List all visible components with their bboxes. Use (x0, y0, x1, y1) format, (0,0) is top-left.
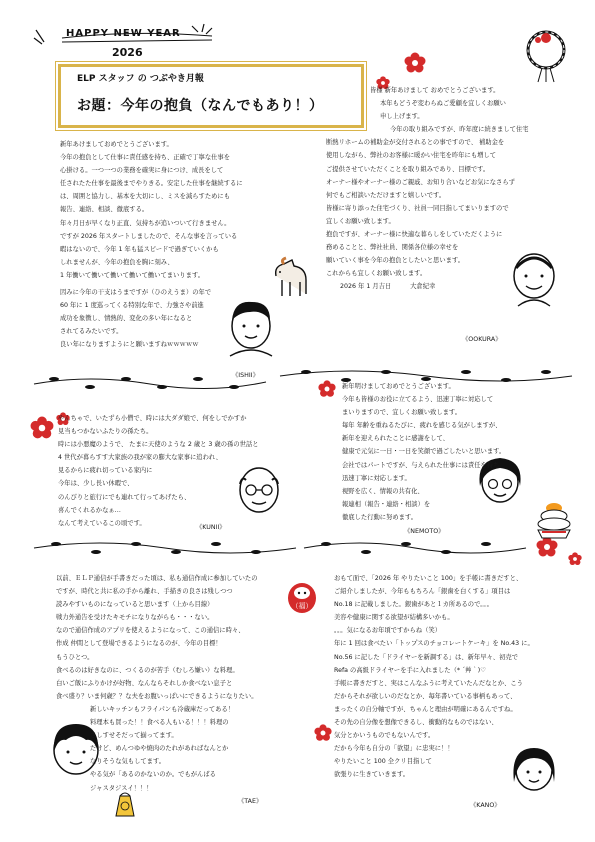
article-line: のんびりと旅行にでも連れて行ってあげたら、 (58, 493, 191, 501)
article-line: 1 年働いて働いて働いて働いて働いてまいります。 (60, 271, 205, 279)
article-line: 白いご飯にふりかけが好物、なんならそれしか食べない息子と (56, 679, 233, 687)
article-line: 暇はないので、今年 1 年も猛スピードで過ぎていくかも (60, 245, 219, 253)
article-okura (326, 84, 529, 294)
article-line: ですが、時代と共に私の手から離れ、手描きの良さは残しつつ (56, 588, 233, 596)
article-ishii (60, 138, 243, 352)
vine-divider (300, 538, 530, 558)
daruma-label: （福） (291, 602, 313, 610)
plum-blossom-icon (314, 724, 332, 742)
article-line: 務めることと、弊社社員、関係各位様の幸せを (326, 244, 459, 252)
article-line: 良い年になりますようにと願いますねｗｗｗｗｗ (60, 341, 199, 349)
article-line: 報告、連絡、相談、徹底する。 (60, 206, 149, 214)
article-line: 皆様に寄り添った住宅づくり、社員一同目指してまいりますので (326, 204, 509, 212)
article-line: 新年あけましておめでとうございます。 (60, 141, 173, 148)
article-line: 料理本も買った！！食べる人もいる！！！料理の (90, 719, 229, 727)
article-line: ご紹介しましたが、今年ももちろん「銀歯を白くする」項目は (334, 588, 511, 596)
article-line: これからも宜しくお願い致します。 (326, 270, 427, 278)
article-line: だからそれが欲しいのだなとか、毎年書いている事柄もあって、 (334, 692, 517, 700)
article-line: 見当もつかないふたりの孫たち。 (58, 428, 153, 436)
article-line: 年に 1 回は食べたい「トップスのチョコレートケーキ」を No.43 に。 (334, 640, 534, 648)
article-line: No.56 に記した「ドライヤーを新調する」は、新年早々、初売で (334, 653, 518, 661)
article-line: 手帳に書きだすと、実はこんなふうに考えていたんだなとか、こう (334, 679, 523, 687)
article-kunii (46, 412, 259, 530)
article-tae (56, 572, 258, 795)
article-line: オーナー様やオーナー様のご親戚、お知り合いなどお気になさらず (326, 178, 515, 186)
article-line: 見るからに疲れ切っている家内に (58, 467, 153, 475)
article-line: 願いていく事を今年の抱負としたいと思います。 (326, 257, 465, 265)
article-line: されてるみたいです。 (60, 328, 123, 336)
article-line: ジャスタジスイ！！！ (90, 784, 153, 792)
article-line: 徹底した行動に努めます。 (342, 513, 418, 521)
article-nemoto (342, 380, 506, 524)
signature-kunii: 《KUNII》 (196, 524, 226, 531)
article-line: ご提供させていただくことを取り組みであり、目標です。 (326, 165, 490, 173)
article-line: 健康で元気に一日・一日を笑顔で過ごしたいと思います。 (342, 448, 506, 456)
article-line: 4 世代が暮らすす大家族の我が家の膨大な家事に追われ、 (58, 454, 222, 462)
article-line: 申し上げます。 (380, 113, 424, 121)
signature-okura: 《OOKURA》 (462, 336, 502, 343)
article-line: 断熱リホームの補助金が交付されるとの事ですので、 補助金を (326, 139, 505, 147)
article-line: 戦力外通告を受けたキモチになりながらも・・・ない。 (56, 614, 214, 622)
article-line: 食べるのは好きなのに、つくるのが苦手（むしろ嫌い）な料理。 (56, 666, 239, 674)
article-line: なので通信作成のアプリを使えるようになって、この通信に時々、 (56, 627, 245, 635)
article-line: 何でもご相談いただけますと嬉しいです。 (326, 191, 446, 199)
article-line: 2026 年 1 月吉日 大倉紀幸 (340, 283, 436, 291)
article-line: 報連相（報告・連絡・相談）を (342, 500, 431, 508)
signature-ishii: 《ISHII》 (232, 372, 259, 379)
article-line: まったくの自分軸ですが、ちゃんと理由が明確にあるんですね。 (334, 705, 517, 713)
article-line: おもて面で、「2026 年 やりたいこと 100」を手帳に書きだすと、 (334, 575, 523, 582)
plum-blossom-icon (404, 52, 426, 74)
article-line: 時には小悪魔のようで、 たまに天使のような 2 歳と 3 歳の孫の世話と (58, 441, 259, 449)
article-line: 今年の取り組みですが、昨年度に続きまして住宅 (390, 126, 529, 134)
article-line: 使用しながら、弊社のお客様に暖かい住宅を昨年にも増して (326, 152, 497, 160)
signature-nemoto: 《NEMOTO》 (404, 528, 445, 535)
article-line: だけど、めんつゆや焼肉のたれがあればなんとか (90, 745, 229, 753)
article-line: 会社ではパートですが、与えられた仕事には責任を持ち、 (342, 461, 506, 469)
topic-title: お題：今年の抱負（なんでもあり！） (77, 98, 324, 114)
article-line: やんちゃで、いたずら小僧で、時には大ダダ娘で、何をしでかすか (58, 415, 247, 422)
shimenawa-icon (522, 26, 570, 84)
article-line: 因みに今年の干支はうまですが（ひのえうま）の年で (60, 289, 212, 297)
article-line: やりたいこと 100 全クリ目指して (334, 758, 432, 766)
article-line: 食べ盛り？いま何歳？？な夫をお腹いっぱいにできるようになりたい。 (56, 692, 258, 700)
vine-divider (30, 538, 300, 558)
kagamimochi-icon (534, 496, 574, 540)
article-line: 欲張りに生きていきます。 (334, 771, 410, 779)
article-line: 今年も皆様のお役に立てるよう、迅速丁寧に対応して (342, 396, 494, 404)
article-line: 気分とかいうものでもないんです。 (334, 732, 435, 740)
happy-new-year-heading: HAPPY NEW YEAR (66, 28, 181, 39)
article-line: なりそうな気もしてます。 (90, 758, 166, 766)
article-line: 今年の抱負として仕事に責任感を持ち、正確で丁寧な仕事を (60, 154, 231, 162)
article-line: 美容や健康に関する欲望が結構多いかも。 (334, 614, 454, 622)
article-line: ですが 2026 年スタートしましたので、そんな事を言っている (60, 232, 238, 240)
article-line: 成功を象徴し、情熱的、変化の多い年になると (60, 315, 193, 323)
article-line: 新年明けましておめでとうございます。 (342, 383, 455, 390)
article-line: No.18 に記載しました。銀歯があと１カ所あるので。。。 (334, 601, 493, 609)
article-line: まいりますので、宜しくお願い致します。 (342, 409, 462, 417)
article-line: しれませんが、今年の抱負を胸に刻み、 (60, 258, 174, 266)
year-heading: 2026 (112, 46, 143, 59)
title-frame (58, 64, 364, 128)
article-line: 新しいキッチンもフライパンも冷蔵庫だってある！ (90, 705, 235, 713)
article-line: 喜んでくれるかなぁ… (58, 506, 121, 514)
article-line: だから今年も自分の「欲望」に忠実に！！ (334, 745, 454, 753)
article-line: 読みやすいものになっていると思います（上から目線） (56, 601, 214, 609)
article-line: 作成 仲間として登場できるようになるのが、今年の目標！ (56, 640, 222, 648)
article-line: 抱負ですが、オーナー様に快適な暮らしをしていただくように (326, 231, 503, 239)
article-line: 心掛ける。一つ一つの業務を確実に身につけ、成長をして (60, 167, 224, 175)
article-line: 今年は、少し長い休暇で、 (58, 480, 134, 488)
article-line: は、周囲と協力し、基本を大切にし、ミスを減らすためにも (60, 193, 231, 201)
plum-blossom-icon (568, 552, 582, 566)
article-line: やる気が「あるのかないのか。でもがんばる (90, 771, 216, 779)
article-line: Refa の高級ドライヤーを手に入れました（* ´艸｀)♡ (334, 666, 486, 674)
article-line: 60 年に 1 度巡ってくる特別な年で、力強さや前進 (60, 302, 204, 310)
article-line: なんて考えているこの頃です。 (58, 519, 146, 527)
signature-kano: 《KANO》 (470, 802, 501, 809)
article-kano (334, 572, 534, 782)
article-line: 。。。気になるお年頃ですからね（笑） (334, 627, 442, 635)
article-line: 皆様 新年あけまして おめでとうございます。 (370, 87, 500, 94)
article-line: 毎年 年齢を重ねるたびに、疲れを感じる気がしますが、 (342, 422, 502, 430)
article-line: 迅速丁寧に対応します。 (342, 474, 411, 482)
signature-tae: 《TAE》 (238, 798, 263, 805)
article-line: 宜しくお願い致します。 (326, 217, 395, 225)
article-line: 以前、ＥＬＰ通信が手書きだった頃は、私も通信作成に参加していたの (56, 575, 258, 582)
daruma-icon (286, 580, 318, 614)
article-line: 年々月日が早くなり正直、気持ちが追いついて行きません。 (60, 219, 231, 227)
article-line: 本年もどうぞ変わらぬご愛顧を宜しくお願い (380, 100, 506, 108)
article-line: 新年を迎えられたことに感謝をして、 (342, 435, 449, 443)
article-line: 視野を広く、情報の共有化、 (342, 487, 424, 495)
article-line: その先の自分像を想像できるし、衝動的なものではない、 (334, 719, 498, 727)
article-line: 任されたた仕事を最後までやりきる。安定した仕事を継続するに (60, 180, 243, 188)
article-line: もうひとつ。 (56, 653, 94, 661)
newsletter-name: ELP スタッフ の つぶやき月報 (77, 74, 204, 84)
article-line: さしすせそだって揃ってます。 (90, 732, 178, 740)
